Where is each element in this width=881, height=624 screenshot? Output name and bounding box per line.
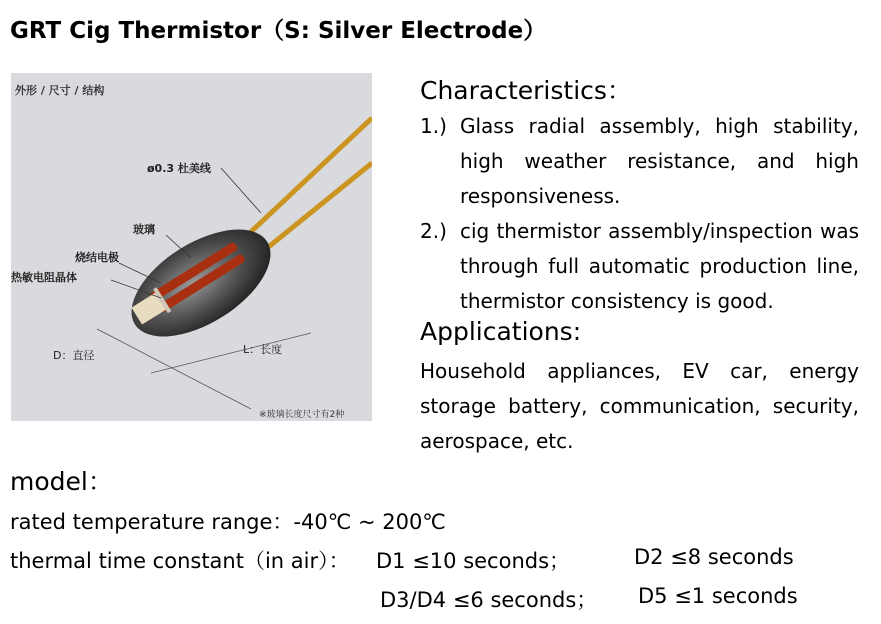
page-title: GRT Cig Thermistor（S: Silver Electrode） bbox=[10, 18, 547, 44]
thermistor-structure-figure bbox=[11, 73, 372, 421]
time-constant-d3-d4: D3/D4 ≤6 seconds； bbox=[380, 588, 598, 612]
characteristic-1-number: 1.) bbox=[420, 114, 447, 138]
length-label: L：长度 bbox=[243, 343, 283, 356]
time-constant-d5: D5 ≤1 seconds bbox=[638, 584, 798, 608]
characteristic-2-text: cig thermistor assembly/inspection was through full automatic production line, thermistor consistency is good. bbox=[460, 219, 859, 313]
figure-footnote: ※玻璃长度尺寸有2种 bbox=[259, 410, 345, 420]
wire-label: ø0.3 杜美线 bbox=[147, 162, 211, 175]
chip-label: 热敏电阻晶体 bbox=[11, 271, 77, 284]
time-constant-d2: D2 ≤8 seconds bbox=[634, 545, 794, 569]
applications-text: Household appliances, EV car, energy storage battery, communication, security, aerospace, etc. bbox=[420, 359, 859, 453]
electrode-label: 烧结电极 bbox=[75, 251, 119, 264]
applications-heading: Applications: bbox=[420, 317, 582, 346]
time-constant-d1: D1 ≤10 seconds； bbox=[376, 549, 571, 573]
glass-label: 玻璃 bbox=[133, 223, 155, 236]
characteristic-1-text: Glass radial assembly, high stability, high weather resistance, and high responsiveness. bbox=[460, 114, 859, 208]
figure-header: 外形 / 尺寸 / 结构 bbox=[15, 84, 105, 97]
characteristics-heading: Characteristics： bbox=[420, 76, 632, 105]
temperature-range: rated temperature range：-40℃ ~ 200℃ bbox=[10, 510, 446, 534]
model-heading: model： bbox=[10, 467, 113, 496]
time-constant-label: thermal time constant（in air）： bbox=[10, 549, 350, 573]
characteristic-2-number: 2.) bbox=[420, 219, 447, 243]
diameter-label: D：直径 bbox=[53, 349, 95, 362]
